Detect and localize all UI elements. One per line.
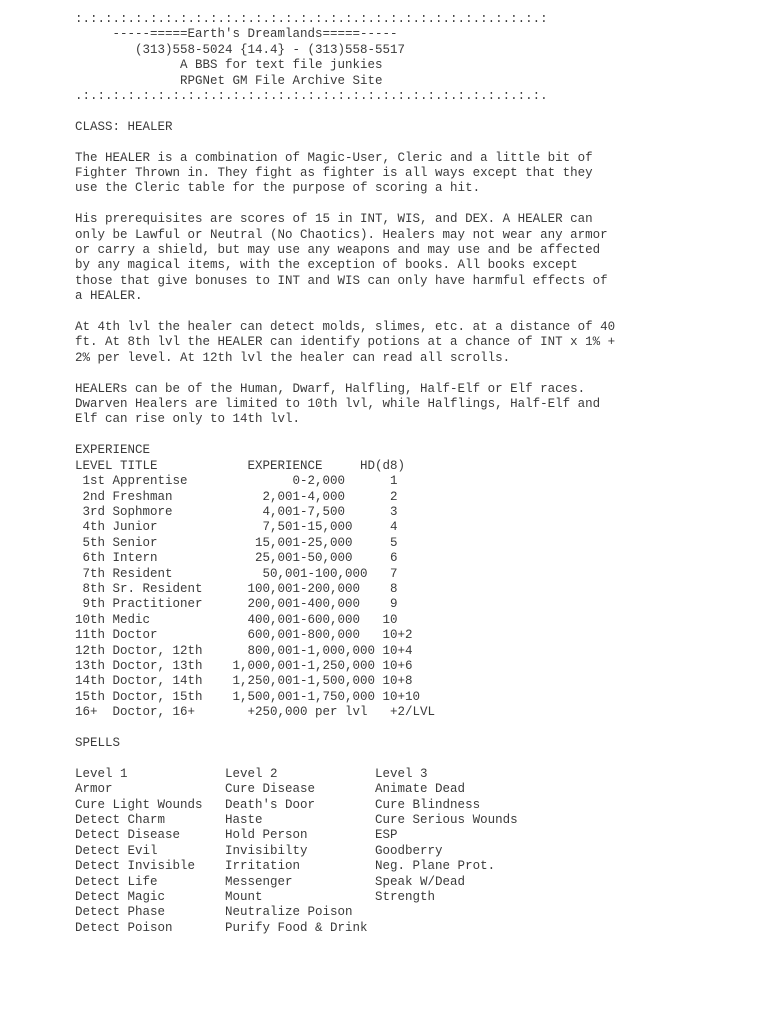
blank-line — [75, 305, 615, 320]
spells-heading: SPELLS — [75, 735, 121, 750]
header-line: A BBS for text file junkies — [75, 58, 383, 73]
paragraph-line: Fighter Thrown in. They fight as fighter is all ways except that they — [75, 166, 593, 181]
blank-line — [75, 366, 615, 381]
experience-column-headers: LEVEL TITLE EXPERIENCE HD(d8) — [75, 458, 406, 473]
experience-row: 3rd Sophmore 4,001-7,500 3 — [75, 504, 398, 519]
blank-line — [75, 721, 615, 736]
experience-heading: EXPERIENCE — [75, 443, 151, 458]
spells-row: Detect Magic Mount Strength — [75, 890, 436, 905]
paragraph-line: Elf can rise only to 14th lvl. — [75, 412, 301, 427]
paragraph-line: a HEALER. — [75, 289, 143, 304]
paragraph-line: His prerequisites are scores of 15 in INT, WIS, and DEX. A HEALER can — [75, 212, 593, 227]
blank-line — [75, 104, 615, 119]
paragraph-line: At 4th lvl the healer can detect molds, slimes, etc. at a distance of 40 — [75, 320, 616, 335]
text-document — [75, 12, 615, 936]
experience-row: 8th Sr. Resident 100,001-200,000 8 — [75, 581, 398, 596]
experience-row: 4th Junior 7,501-15,000 4 — [75, 520, 398, 535]
spells-row: Detect Poison Purify Food & Drink — [75, 920, 368, 935]
spells-row: Detect Evil Invisibilty Goodberry — [75, 843, 443, 858]
spells-row: Cure Light Wounds Death's Door Cure Blindness — [75, 797, 481, 812]
header-line: RPGNet GM File Archive Site — [75, 73, 383, 88]
spells-row: Detect Phase Neutralize Poison — [75, 905, 353, 920]
experience-row: 13th Doctor, 13th 1,000,001-1,250,000 10+6 — [75, 658, 413, 673]
spells-row: Detect Disease Hold Person ESP — [75, 828, 398, 843]
spells-level-headers: Level 1 Level 2 Level 3 — [75, 766, 428, 781]
blank-line — [75, 428, 615, 443]
class-title: CLASS: HEALER — [75, 119, 173, 134]
paragraph-line: HEALERs can be of the Human, Dwarf, Halfling, Half-Elf or Elf races. — [75, 381, 586, 396]
paragraph-line: The HEALER is a combination of Magic-User, Cleric and a little bit of — [75, 150, 593, 165]
experience-row: 14th Doctor, 14th 1,250,001-1,500,000 10+8 — [75, 674, 413, 689]
experience-row: 15th Doctor, 15th 1,500,001-1,750,000 10+10 — [75, 689, 421, 704]
header-line: (313)558-5024 {14.4} - (313)558-5517 — [75, 42, 406, 57]
header-line: :.:.:.:.:.:.:.:.:.:.:.:.:.:.:.:.:.:.:.:.:.:.:.:.:.:.:.:.:.:.:.: — [75, 12, 548, 26]
spells-row: Detect Invisible Irritation Neg. Plane Prot. — [75, 859, 496, 874]
experience-row: 6th Intern 25,001-50,000 6 — [75, 551, 398, 566]
experience-row: 10th Medic 400,001-600,000 10 — [75, 612, 398, 627]
blank-line — [75, 751, 615, 766]
header-line: -----=====Earth's Dreamlands=====----- — [75, 27, 398, 42]
paragraph-line: 2% per level. At 12th lvl the healer can read all scrolls. — [75, 350, 511, 365]
experience-row: 2nd Freshman 2,001-4,000 2 — [75, 489, 398, 504]
paragraph-line: use the Cleric table for the purpose of scoring a hit. — [75, 181, 481, 196]
experience-row: 9th Practitioner 200,001-400,000 9 — [75, 597, 398, 612]
experience-row: 7th Resident 50,001-100,000 7 — [75, 566, 398, 581]
spells-row: Detect Life Messenger Speak W/Dead — [75, 874, 466, 889]
paragraph-line: those that give bonuses to INT and WIS can only have harmful effects of — [75, 273, 608, 288]
paragraph-line: Dwarven Healers are limited to 10th lvl, while Halflings, Half-Elf and — [75, 397, 601, 412]
experience-row: 12th Doctor, 12th 800,001-1,000,000 10+4 — [75, 643, 413, 658]
spells-row: Detect Charm Haste Cure Serious Wounds — [75, 813, 518, 827]
blank-line — [75, 197, 615, 212]
experience-row: 16+ Doctor, 16+ +250,000 per lvl +2/LVL — [75, 705, 436, 720]
paragraph-line: ft. At 8th lvl the HEALER can identify potions at a chance of INT x 1% + — [75, 335, 616, 350]
header-line: .:.:.:.:.:.:.:.:.:.:.:.:.:.:.:.:.:.:.:.:.:.:.:.:.:.:.:.:.:.:.:. — [75, 89, 548, 104]
experience-row: 5th Senior 15,001-25,000 5 — [75, 535, 398, 550]
spells-row: Armor Cure Disease Animate Dead — [75, 782, 466, 797]
blank-line — [75, 135, 615, 150]
paragraph-line: only be Lawful or Neutral (No Chaotics). Healers may not wear any armor — [75, 227, 608, 242]
paragraph-line: or carry a shield, but may use any weapons and may use and be affected — [75, 243, 601, 258]
experience-row: 11th Doctor 600,001-800,000 10+2 — [75, 628, 413, 643]
experience-row: 1st Apprentise 0-2,000 1 — [75, 474, 398, 489]
paragraph-line: by any magical items, with the exception of books. All books except — [75, 258, 578, 273]
